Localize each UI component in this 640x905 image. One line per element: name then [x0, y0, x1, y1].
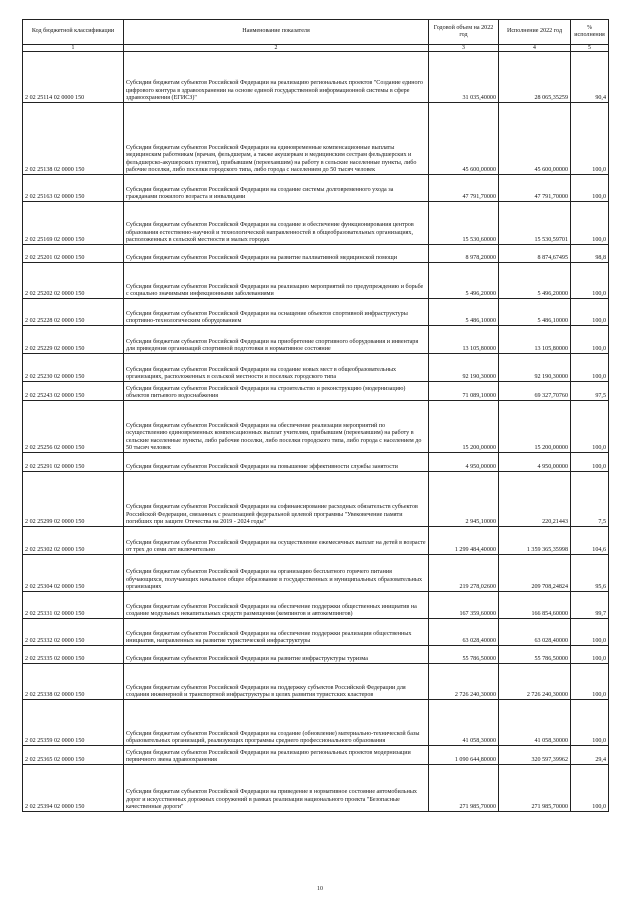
row-code: 2 02 25256 02 0000 150 — [23, 401, 124, 453]
row-pct: 98,8 — [571, 245, 609, 263]
row-code: 2 02 25163 02 0000 150 — [23, 175, 124, 202]
row-fact: 55 786,50000 — [499, 646, 571, 664]
row-name: Субсидии бюджетам субъектов Российской Федерации на развитие инфраструктуры туризма — [124, 646, 429, 664]
row-pct: 100,0 — [571, 202, 609, 245]
row-pct: 95,6 — [571, 555, 609, 592]
row-code: 2 02 25229 02 0000 150 — [23, 326, 124, 354]
row-fact: 5 496,20000 — [499, 263, 571, 299]
row-pct: 100,0 — [571, 401, 609, 453]
row-name: Субсидии бюджетам субъектов Российской Федерации на поддержку субъектов Российской Федерации для создания инженерной и транспортной инфраструктуры в целях развития туристских кластеров — [124, 664, 429, 700]
row-plan: 1 090 644,80000 — [429, 746, 499, 765]
row-name: Субсидии бюджетам субъектов Российской Федерации на обеспечение поддержки общественных инициатив на создание модульных некапитальных средств размещения (кемпингов и автокемпингов) — [124, 592, 429, 619]
row-plan: 5 496,20000 — [429, 263, 499, 299]
row-fact: 45 600,00000 — [499, 103, 571, 175]
row-fact: 4 950,00000 — [499, 453, 571, 472]
row-plan: 2 945,10000 — [429, 472, 499, 527]
table-row — [23, 175, 609, 202]
table-row — [23, 103, 609, 175]
row-fact: 220,21443 — [499, 472, 571, 527]
row-fact: 5 486,10000 — [499, 299, 571, 326]
column-number-row — [23, 45, 609, 52]
row-pct: 100,0 — [571, 263, 609, 299]
row-plan: 41 058,30000 — [429, 700, 499, 746]
row-fact: 15 530,59701 — [499, 202, 571, 245]
column-number: 5 — [571, 45, 609, 52]
row-pct: 99,7 — [571, 592, 609, 619]
row-fact: 209 708,24824 — [499, 555, 571, 592]
row-code: 2 02 25243 02 0000 150 — [23, 382, 124, 401]
row-pct: 104,6 — [571, 527, 609, 555]
row-pct: 100,0 — [571, 765, 609, 812]
row-name: Субсидии бюджетам субъектов Российской Федерации на развитие паллиативной медицинской помощи — [124, 245, 429, 263]
table-header-row — [23, 20, 609, 45]
row-fact: 166 854,60000 — [499, 592, 571, 619]
row-plan: 71 089,10000 — [429, 382, 499, 401]
row-name: Субсидии бюджетам субъектов Российской Федерации на организацию бесплатного горячего питания обучающихся, получающих начальное общее образование в государственных и муниципальных образовательных организациях — [124, 555, 429, 592]
row-name: Субсидии бюджетам субъектов Российской Федерации на создание новых мест в общеобразовательных организациях, расположенных в сельской местности и поселках городского типа — [124, 354, 429, 382]
row-name: Субсидии бюджетам субъектов Российской Федерации на осуществление ежемесячных выплат на детей в возрасте от трех до семи лет включительно — [124, 527, 429, 555]
row-plan: 47 791,70000 — [429, 175, 499, 202]
table-row — [23, 527, 609, 555]
row-code: 2 02 25365 02 0000 150 — [23, 746, 124, 765]
row-code: 2 02 25331 02 0000 150 — [23, 592, 124, 619]
budget-execution-table — [22, 19, 609, 812]
table-row — [23, 453, 609, 472]
table-row — [23, 202, 609, 245]
row-pct: 100,0 — [571, 175, 609, 202]
header-code: Код бюджетной классификации — [23, 20, 124, 45]
row-fact: 28 065,35259 — [499, 52, 571, 103]
table-row — [23, 765, 609, 812]
table-row — [23, 646, 609, 664]
table-body — [23, 52, 609, 812]
row-code: 2 02 25359 02 0000 150 — [23, 700, 124, 746]
row-name: Субсидии бюджетам субъектов Российской Федерации на обеспечение поддержки реализации общественных инициатив, направленных на развитие туристической инфраструктуры — [124, 619, 429, 646]
row-code: 2 02 25230 02 0000 150 — [23, 354, 124, 382]
row-plan: 219 278,02600 — [429, 555, 499, 592]
row-name: Субсидии бюджетам субъектов Российской Федерации на строительство и реконструкцию (модернизацию) объектов питьевого водоснабжения — [124, 382, 429, 401]
row-pct: 7,5 — [571, 472, 609, 527]
row-fact: 41 058,30000 — [499, 700, 571, 746]
column-number: 3 — [429, 45, 499, 52]
header-pct: % исполнения — [571, 20, 609, 45]
row-name: Субсидии бюджетам субъектов Российской Федерации на создание и обеспечение функционирования центров образования естественно-научной и технологической направленностей в общеобразовательных организациях, расположенных в сельской местности и малых городах — [124, 202, 429, 245]
row-plan: 5 486,10000 — [429, 299, 499, 326]
row-code: 2 02 25138 02 0000 150 — [23, 103, 124, 175]
row-plan: 13 105,80000 — [429, 326, 499, 354]
row-code: 2 02 25228 02 0000 150 — [23, 299, 124, 326]
row-plan: 55 786,50000 — [429, 646, 499, 664]
table-row — [23, 326, 609, 354]
row-pct: 97,5 — [571, 382, 609, 401]
row-name: Субсидии бюджетам субъектов Российской Федерации на создание (обновление) материально-технической базы образовательных организаций, реализующих программы среднего профессионального образования — [124, 700, 429, 746]
row-fact: 13 105,80000 — [499, 326, 571, 354]
row-pct: 100,0 — [571, 453, 609, 472]
row-pct: 100,0 — [571, 664, 609, 700]
row-plan: 4 950,00000 — [429, 453, 499, 472]
row-fact: 92 190,30000 — [499, 354, 571, 382]
header-plan: Годовой объем на 2022 год — [429, 20, 499, 45]
row-code: 2 02 25394 02 0000 150 — [23, 765, 124, 812]
row-code: 2 02 25335 02 0000 150 — [23, 646, 124, 664]
row-pct: 100,0 — [571, 326, 609, 354]
row-code: 2 02 25304 02 0000 150 — [23, 555, 124, 592]
row-code: 2 02 25302 02 0000 150 — [23, 527, 124, 555]
table-row — [23, 700, 609, 746]
row-plan: 63 028,40000 — [429, 619, 499, 646]
row-fact: 2 726 240,30000 — [499, 664, 571, 700]
row-code: 2 02 25299 02 0000 150 — [23, 472, 124, 527]
row-plan: 8 978,20000 — [429, 245, 499, 263]
column-number: 4 — [499, 45, 571, 52]
header-name: Наименование показателя — [124, 20, 429, 45]
row-fact: 15 200,00000 — [499, 401, 571, 453]
row-fact: 63 028,40000 — [499, 619, 571, 646]
row-pct: 100,0 — [571, 646, 609, 664]
row-fact: 1 359 365,35998 — [499, 527, 571, 555]
row-code: 2 02 25201 02 0000 150 — [23, 245, 124, 263]
row-name: Субсидии бюджетам субъектов Российской Федерации на реализацию мероприятий по предупреждению и борьбе с социально значимыми инфекционными заболеваниями — [124, 263, 429, 299]
row-name: Субсидии бюджетам субъектов Российской Федерации на оснащение объектов спортивной инфраструктуры спортивно-технологическим оборудованием — [124, 299, 429, 326]
table-row — [23, 555, 609, 592]
row-name: Субсидии бюджетам субъектов Российской Федерации на повышение эффективности службы занятости — [124, 453, 429, 472]
table-row — [23, 52, 609, 103]
table-row — [23, 354, 609, 382]
row-plan: 167 359,60000 — [429, 592, 499, 619]
table-row — [23, 472, 609, 527]
table-row — [23, 592, 609, 619]
row-pct: 90,4 — [571, 52, 609, 103]
row-name: Субсидии бюджетам субъектов Российской Федерации на реализацию региональных проектов "Создание единого цифрового контура в здравоохранении на основе единой государственной информационной системы в сфере здравоохранения (ЕГИСЗ)" — [124, 52, 429, 103]
table-row — [23, 619, 609, 646]
row-plan: 31 035,40000 — [429, 52, 499, 103]
row-code: 2 02 25291 02 0000 150 — [23, 453, 124, 472]
header-fact: Исполнение 2022 год — [499, 20, 571, 45]
row-fact: 271 985,70000 — [499, 765, 571, 812]
row-plan: 92 190,30000 — [429, 354, 499, 382]
row-code: 2 02 25338 02 0000 150 — [23, 664, 124, 700]
row-pct: 100,0 — [571, 700, 609, 746]
row-plan: 15 200,00000 — [429, 401, 499, 453]
row-code: 2 02 25202 02 0000 150 — [23, 263, 124, 299]
page-number: 10 — [317, 886, 323, 892]
row-code: 2 02 25114 02 0000 150 — [23, 52, 124, 103]
row-pct: 100,0 — [571, 619, 609, 646]
table-row — [23, 245, 609, 263]
table-row — [23, 382, 609, 401]
row-fact: 69 327,70760 — [499, 382, 571, 401]
table-row — [23, 401, 609, 453]
table-row — [23, 664, 609, 700]
column-number: 1 — [23, 45, 124, 52]
row-plan: 271 985,70000 — [429, 765, 499, 812]
table-row — [23, 746, 609, 765]
row-name: Субсидии бюджетам субъектов Российской Федерации на создание системы долговременного ухода за гражданами пожилого возраста и инвалидами — [124, 175, 429, 202]
table-row — [23, 263, 609, 299]
row-name: Субсидии бюджетам субъектов Российской Федерации на единовременные компенсационные выплаты медицинским работникам (врачам, фельдшерам, а также акушеркам и медицинским сестрам фельдшерских и фельдшерско-акушерских пунктов), прибывшим (переехавшим) на работу в сельские населенные пункты, либо рабочие поселки, либо поселки городского типа, либо города с населением до 50 тысяч человек — [124, 103, 429, 175]
row-name: Субсидии бюджетам субъектов Российской Федерации на приобретение спортивного оборудования и инвентаря для приведения организаций спортивной подготовки в нормативное состояние — [124, 326, 429, 354]
row-name: Субсидии бюджетам субъектов Российской Федерации на реализацию региональных проектов модернизации первичного звена здравоохранения — [124, 746, 429, 765]
row-code: 2 02 25169 02 0000 150 — [23, 202, 124, 245]
row-pct: 29,4 — [571, 746, 609, 765]
row-fact: 8 874,67495 — [499, 245, 571, 263]
row-name: Субсидии бюджетам субъектов Российской Федерации на приведение в нормативное состояние автомобильных дорог и искусственных дорожных сооружений в рамках реализации национального проекта "Безопасные качественные дороги" — [124, 765, 429, 812]
row-name: Субсидии бюджетам субъектов Российской Федерации на софинансирование расходных обязательств субъектов Российской Федерации, связанных с реализацией федеральной целевой программы "Увековечение памяти погибших при защите Отечества на 2019 - 2024 годы" — [124, 472, 429, 527]
row-pct: 100,0 — [571, 103, 609, 175]
row-name: Субсидии бюджетам субъектов Российской Федерации на обеспечение реализации мероприятий по осуществлению единовременных компенсационных выплат учителям, прибывшим (переехавшим) на работу в сельские населенные пункты, либо рабочие поселки, либо поселки городского типа, либо города с населением до 50 тысяч человек — [124, 401, 429, 453]
row-fact: 320 597,39962 — [499, 746, 571, 765]
column-number: 2 — [124, 45, 429, 52]
row-fact: 47 791,70000 — [499, 175, 571, 202]
row-plan: 15 530,60000 — [429, 202, 499, 245]
row-plan: 1 299 484,40000 — [429, 527, 499, 555]
row-plan: 45 600,00000 — [429, 103, 499, 175]
row-plan: 2 726 240,30000 — [429, 664, 499, 700]
row-pct: 100,0 — [571, 299, 609, 326]
row-code: 2 02 25332 02 0000 150 — [23, 619, 124, 646]
table-row — [23, 299, 609, 326]
row-pct: 100,0 — [571, 354, 609, 382]
